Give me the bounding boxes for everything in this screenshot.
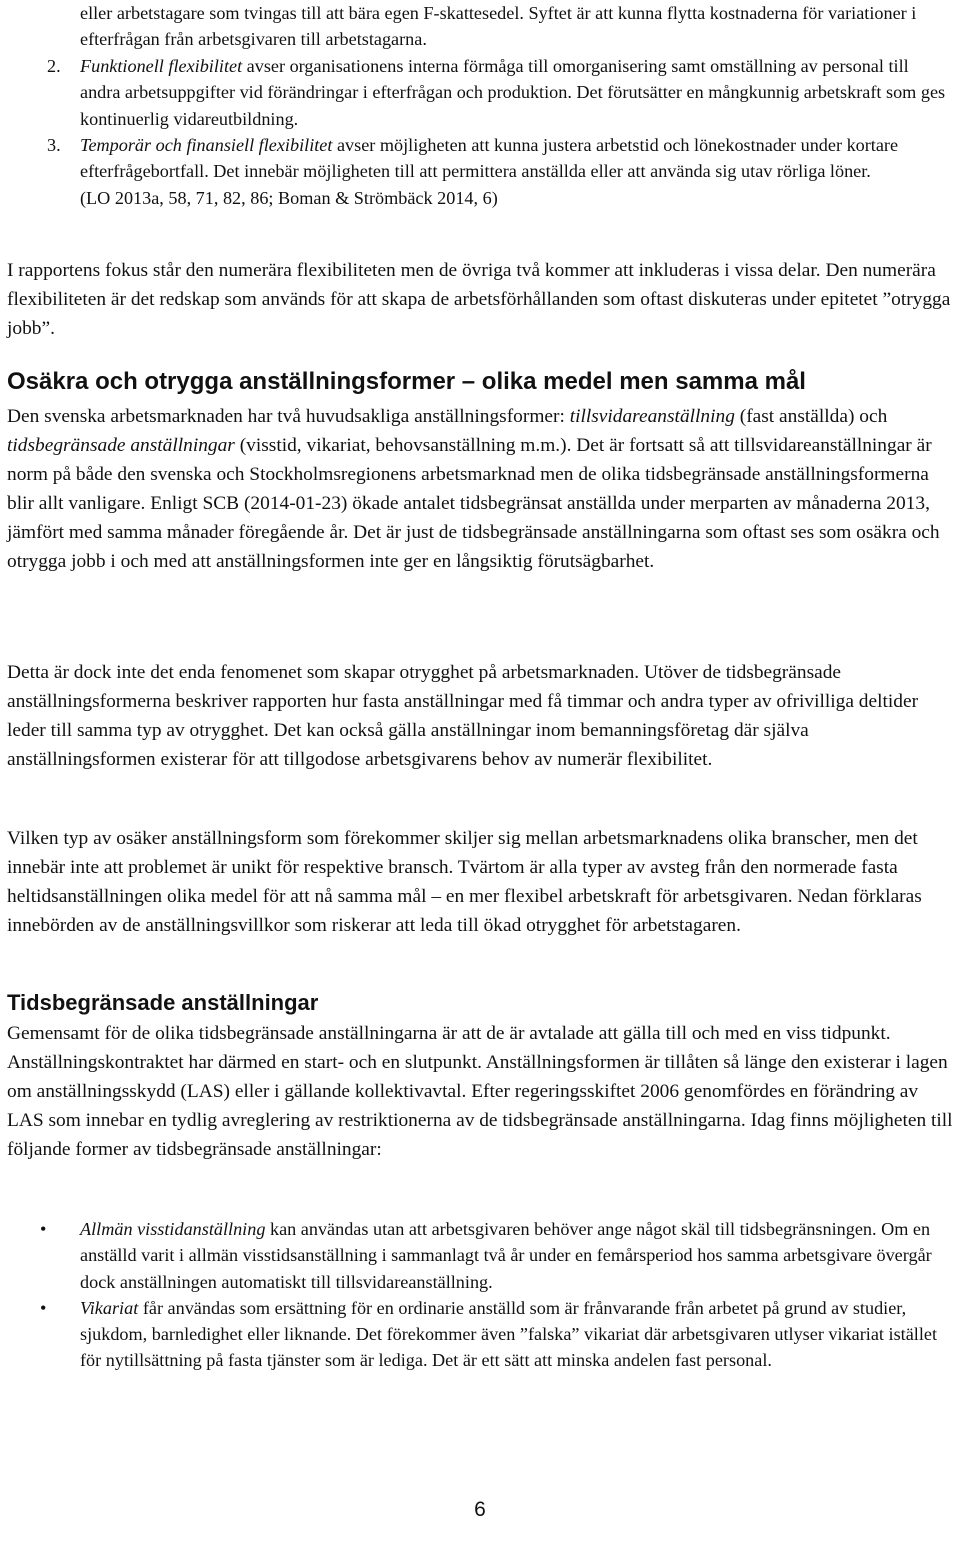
list-text: avser möjligheten att kunna justera arbetstid och lönekostnader under kortare efterfrågebortfall. Det innebär möjligheten till att permittera anställda eller att använda sig utav rörliga löner.	[80, 135, 899, 182]
bullet-icon: •	[40, 1297, 47, 1318]
paragraph-temporary: Gemensamt för de olika tidsbegränsade anställningarna är att de är avtalade att gälla till och med en viss tidpunkt. Anställningskontraktet har därmed en start- och en slutpunkt. Anställningsformen är tillåten så länge den existerar i lagen om anställningsskydd (LAS) eller i gällande kollektivavtal. Efter regeringsskiftet 2006 genomfördes en förändring av LAS som innebar en tydlig avreglering av restriktionerna av de tidsbegränsade anställningarna. Idag finns möjligheten till följande former av tidsbegränsade anställningar:	[7, 1023, 953, 1161]
bullet-item	[40, 1216, 955, 1295]
bullet-list	[40, 1216, 955, 1374]
list-text: avser organisationens interna förmåga till omorganisering samt omställning av personal till andra arbetsuppgifter vid förändringar i efterfrågan och produktion. Det förutsätter en mångkunnig arbetskraft som ges kontinuerlig vidareutbildning.	[80, 55, 946, 129]
bullet-icon: •	[40, 1219, 47, 1239]
paragraph-text: (visstid, vikariat, behovsanställning m.m.). Det är fortsatt så att tillsvidareanställningar är norm på både den svenska och Stockholmsregionens arbetsmarknad men de olika tidsbegränsade anställningsformerna blir allt vanligare. Enligt SCB (2014-01-23) ökade antalet tidsbegränsat anställda under merparten av månaderna 2013, jämfört med samma månader föregående år. Det är just de tidsbegränsade anställningarna som oftast ses som osäkra och otrygga jobb i och med att anställningsformen inte ger en långsiktig förutsägbarhet.	[7, 435, 940, 573]
paragraph-text: (fast anställda) och	[734, 406, 888, 427]
paragraph-employment-forms	[7, 402, 955, 577]
list-continuation-text: eller arbetstagare som tvingas till att bära egen F-skattesedel. Syftet är att kunna flytta kostnaderna för variationer i efterfrågan från arbetsgivaren till arbetstagarna.	[80, 3, 917, 50]
list-number: 2.	[47, 55, 61, 76]
bullet-text: får användas som ersättning för en ordinarie anställd som är frånvarande från arbetet på grund av studier, sjukdom, barnledighet eller liknande. Det förekommer även ”falska” vikariat där arbetsgivaren utlyser vikariat istället för nytillsättning på fasta tjänster som är lediga. Det är ett sätt att minska andelen fast personal.	[80, 1297, 938, 1371]
paragraph-focus: I rapportens fokus står den numerära flexibiliteten men de övriga två kommer att inkluderas i vissa delar. Den numerära flexibiliteten är det redskap som används för att skapa de arbetsförhållanden som oftast diskuteras under epitetet ”otrygga jobb”.	[7, 260, 951, 340]
paragraph-insecurity: Detta är dock inte det enda fenomenet som skapar otrygghet på arbetsmarknaden. Utöver de tidsbegränsade anställningsformerna beskriver rapporten hur fasta anställningar med få timmar och andra typer av ofrivilliga deltider leder till samma typ av otrygghet. Det kan också gälla anställningar inom bemanningsföretag där själva anställningsformen existerar för att tillgodose arbetsgivarens behov av numerär flexibilitet.	[7, 662, 919, 771]
paragraph-text: Den svenska arbetsmarknaden har två huvudsakliga anställningsformer:	[7, 406, 570, 427]
list-item-2	[47, 53, 947, 132]
numbered-list	[47, 0, 947, 211]
reference-citation: (LO 2013a, 58, 71, 82, 86; Boman & Strömbäck 2014, 6)	[80, 187, 498, 208]
bullet-item	[40, 1295, 955, 1374]
subsection-heading: Tidsbegränsade anställningar	[7, 990, 319, 1015]
term-permanent: tillsvidareanställning	[569, 406, 735, 427]
list-number: 3.	[47, 135, 61, 156]
section-heading: Osäkra och otrygga anställningsformer – olika medel men samma mål	[7, 368, 806, 395]
list-term: Funktionell flexibilitet	[80, 55, 243, 76]
term-temporary: tidsbegränsade anställningar	[7, 435, 235, 457]
paragraph-branches: Vilken typ av osäker anställningsform som förekommer skiljer sig mellan arbetsmarknadens olika branscher, men det innebär inte att problemet är unikt för respektive bransch. Tvärtom är alla typer av avsteg från den normerade fasta heltidsanställningen olika medel för att nå samma mål – en mer flexibel arbetskraft för arbetsgivaren. Nedan förklaras innebörden av de anställningsvillkor som riskerar att leda till ökad otrygghet för arbetstagaren.	[7, 828, 922, 937]
bullet-text: kan användas utan att arbetsgivaren behöver ange något skäl till tidsbegränsningen. Om en anställd varit i allmän visstidsanställning i sammanlagt två år under en femårsperiod hos samma arbetsgivare övergår dock anställningen automatiskt till tillsvidareanställning.	[80, 1219, 932, 1292]
bullet-term: Allmän visstidanställning	[80, 1219, 266, 1239]
bullet-term: Vikariat	[80, 1297, 139, 1318]
page-number: 6	[474, 1498, 486, 1521]
list-item-3	[47, 132, 947, 185]
list-term: Temporär och finansiell flexibilitet	[80, 135, 333, 156]
